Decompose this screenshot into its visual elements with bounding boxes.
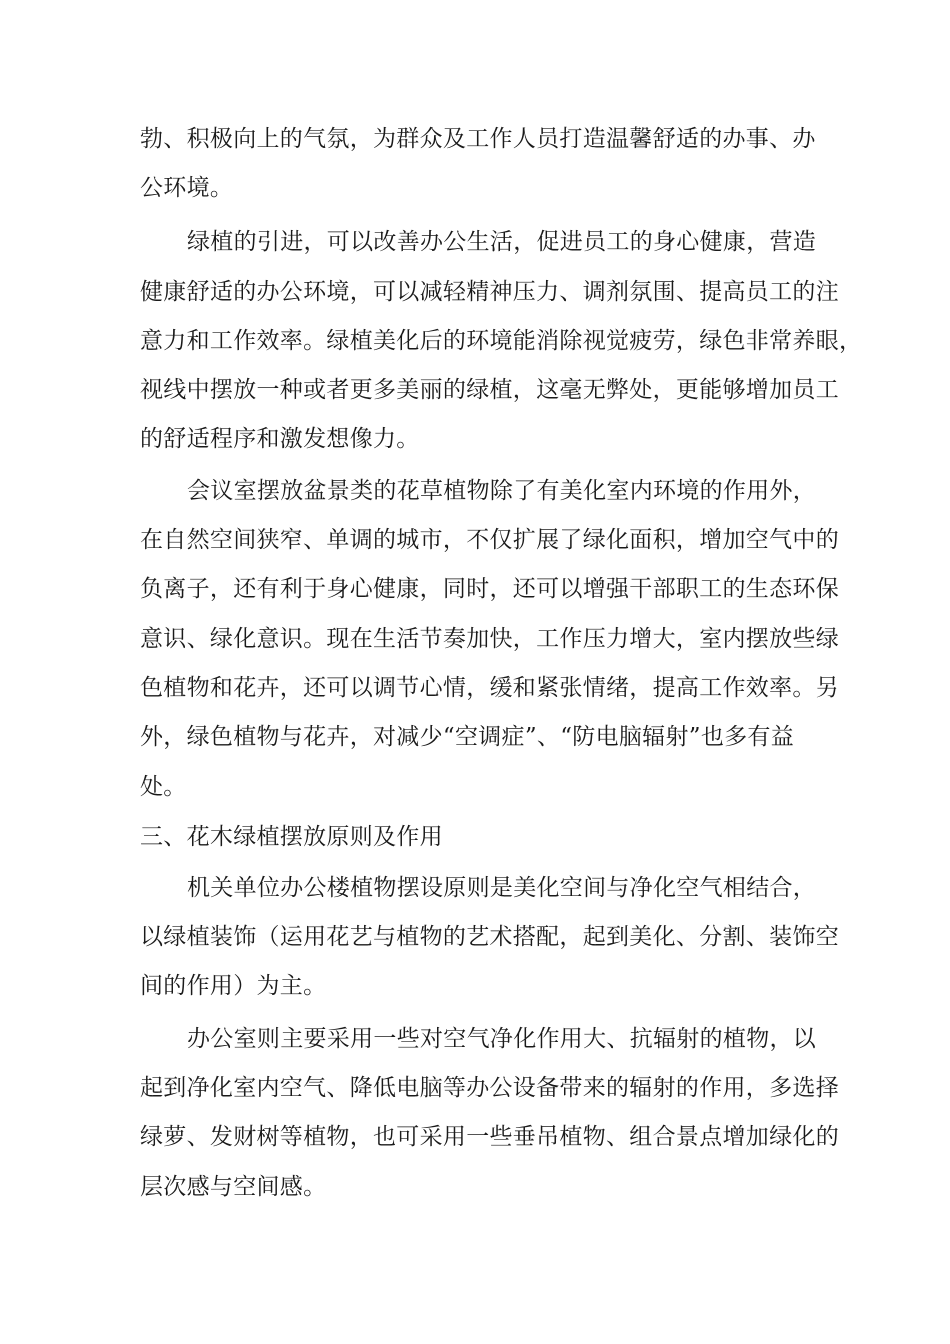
paragraph-line: 意识、绿化意识。现在生活节奏加快，工作压力增大，室内摆放些绿 xyxy=(140,626,839,652)
paragraph-line: 在自然空间狭窄、单调的城市，不仅扩展了绿化面积，增加空气中的 xyxy=(140,527,839,553)
paragraph-line: 色植物和花卉，还可以调节心情，缓和紧张情绪，提高工作效率。另 xyxy=(140,675,839,701)
paragraph-line: 意力和工作效率。绿植美化后的环境能消除视觉疲劳，绿色非常养眼， xyxy=(140,328,863,354)
paragraph-line: 外，绿色植物与花卉，对减少“空调症”、“防电脑辐射”也多有益 xyxy=(140,724,795,750)
paragraph-line: 以绿植装饰（运用花艺与植物的艺术搭配，起到美化、分割、装饰空 xyxy=(140,924,839,950)
paragraph-line: 层次感与空间感。 xyxy=(140,1174,327,1200)
paragraph-line: 健康舒适的办公环境，可以减轻精神压力、调剂氛围、提高员工的注 xyxy=(140,279,839,305)
paragraph-line: 勃、积极向上的气氛，为群众及工作人员打造温馨舒适的办事、办 xyxy=(140,126,816,152)
paragraph-line: 绿植的引进，可以改善办公生活，促进员工的身心健康，营造 xyxy=(187,229,817,255)
paragraph-line: 负离子，还有利于身心健康，同时，还可以增强干部职工的生态环保 xyxy=(140,576,839,602)
paragraph-line: 办公室则主要采用一些对空气净化作用大、抗辐射的植物，以 xyxy=(187,1026,817,1052)
paragraph-line: 绿萝、发财树等植物，也可采用一些垂吊植物、组合景点增加绿化的 xyxy=(140,1124,839,1150)
paragraph-line: 视线中摆放一种或者更多美丽的绿植，这毫无弊处，更能够增加员工 xyxy=(140,377,839,403)
section-heading: 三、花木绿植摆放原则及作用 xyxy=(140,824,443,850)
paragraph-line: 的舒适程序和激发想像力。 xyxy=(140,426,420,452)
paragraph-line: 会议室摆放盆景类的花草植物除了有美化室内环境的作用外， xyxy=(187,478,817,504)
paragraph-line: 间的作用）为主。 xyxy=(140,973,327,999)
paragraph-line: 处。 xyxy=(140,774,187,800)
paragraph-line: 公环境。 xyxy=(140,175,234,201)
paragraph-line: 起到净化室内空气、降低电脑等办公设备带来的辐射的作用，多选择 xyxy=(140,1075,839,1101)
paragraph-line: 机关单位办公楼植物摆设原则是美化空间与净化空气相结合， xyxy=(187,875,817,901)
